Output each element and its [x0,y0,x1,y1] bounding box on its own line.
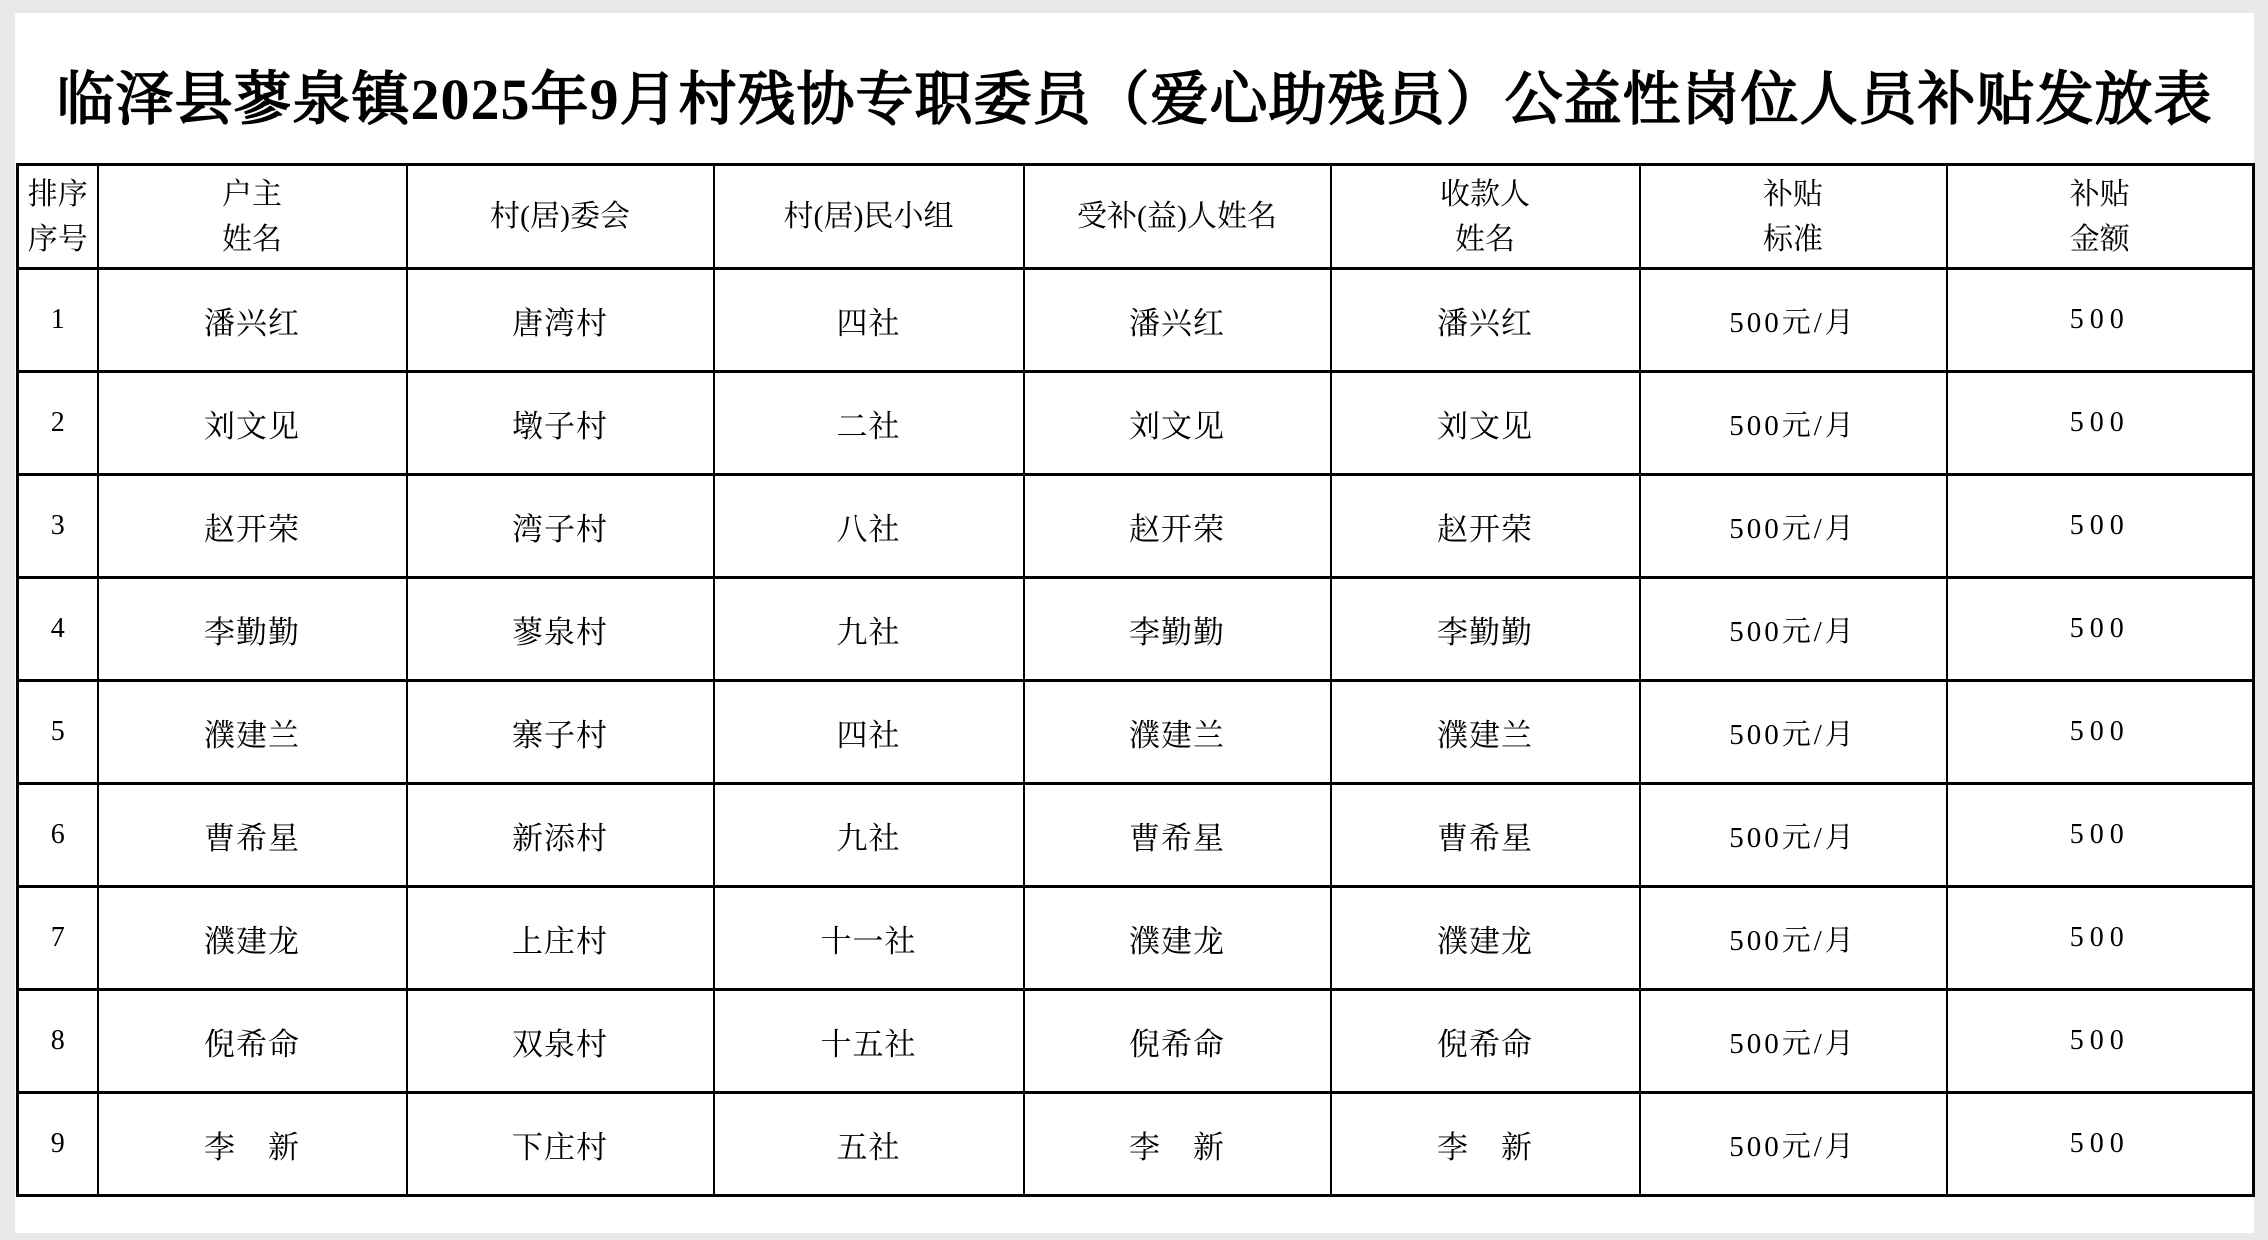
cell-subsidy-standard: 500元/月 [1640,578,1947,681]
cell-villager-group: 九社 [714,784,1024,887]
document-title: 临泽县蓼泉镇2025年9月村残协专职委员（爱心助残员）公益性岗位人员补贴发放表 [56,67,2213,132]
cell-payee-name: 赵开荣 [1331,475,1640,578]
document-sheet [15,13,2254,1233]
cell-village-committee: 蓼泉村 [407,578,714,681]
header-villager-group [714,165,1024,269]
cell-villager-group: 五社 [714,1093,1024,1196]
header-line: 排序 [27,177,88,211]
cell-beneficiary-name: 李 新 [1024,1093,1331,1196]
cell-householder-name: 赵开荣 [98,475,407,578]
header-line: 收款人 [1440,177,1530,211]
header-subsidy-amount [1947,165,2254,269]
cell-householder-name: 曹希星 [98,784,407,887]
cell-subsidy-amount: 500 [1947,1093,2254,1196]
cell-seq-number: 3 [18,475,98,578]
cell-seq-number: 9 [18,1093,98,1196]
cell-villager-group: 四社 [714,681,1024,784]
cell-subsidy-standard: 500元/月 [1640,475,1947,578]
cell-village-committee: 墩子村 [407,372,714,475]
cell-beneficiary-name: 倪希命 [1024,990,1331,1093]
cell-householder-name: 倪希命 [98,990,407,1093]
table-row [18,578,2254,681]
table-row [18,990,2254,1093]
table-row [18,887,2254,990]
cell-seq-number: 4 [18,578,98,681]
cell-village-committee: 下庄村 [407,1093,714,1196]
header-line: 序号 [27,222,88,256]
cell-seq-number: 5 [18,681,98,784]
cell-villager-group: 九社 [714,578,1024,681]
cell-payee-name: 倪希命 [1331,990,1640,1093]
cell-householder-name: 李 新 [98,1093,407,1196]
cell-subsidy-standard: 500元/月 [1640,1093,1947,1196]
cell-seq-number: 8 [18,990,98,1093]
header-seq-number [18,165,98,269]
cell-householder-name: 刘文见 [98,372,407,475]
cell-subsidy-standard: 500元/月 [1640,681,1947,784]
cell-householder-name: 濮建兰 [98,681,407,784]
cell-seq-number: 6 [18,784,98,887]
cell-householder-name: 濮建龙 [98,887,407,990]
cell-subsidy-standard: 500元/月 [1640,269,1947,372]
table-row [18,269,2254,372]
cell-subsidy-amount: 500 [1947,578,2254,681]
cell-seq-number: 7 [18,887,98,990]
cell-subsidy-amount: 500 [1947,681,2254,784]
table-row [18,784,2254,887]
cell-payee-name: 李 新 [1331,1093,1640,1196]
cell-village-committee: 双泉村 [407,990,714,1093]
header-payee-name [1331,165,1640,269]
cell-village-committee: 新添村 [407,784,714,887]
header-line: 村(居)委会 [490,200,630,233]
cell-beneficiary-name: 潘兴红 [1024,269,1331,372]
cell-beneficiary-name: 濮建龙 [1024,887,1331,990]
cell-village-committee: 唐湾村 [407,269,714,372]
cell-subsidy-amount: 500 [1947,475,2254,578]
cell-subsidy-amount: 500 [1947,269,2254,372]
header-line: 村(居)民小组 [783,200,954,233]
subsidy-table [16,163,2255,1197]
cell-payee-name: 李勤勤 [1331,578,1640,681]
table-row [18,1093,2254,1196]
cell-householder-name: 潘兴红 [98,269,407,372]
cell-beneficiary-name: 濮建兰 [1024,681,1331,784]
table-row [18,475,2254,578]
cell-subsidy-standard: 500元/月 [1640,784,1947,887]
header-village-committee [407,165,714,269]
cell-subsidy-standard: 500元/月 [1640,990,1947,1093]
cell-village-committee: 湾子村 [407,475,714,578]
cell-beneficiary-name: 刘文见 [1024,372,1331,475]
cell-villager-group: 二社 [714,372,1024,475]
cell-subsidy-amount: 500 [1947,887,2254,990]
header-line: 金额 [2069,222,2130,256]
cell-subsidy-standard: 500元/月 [1640,372,1947,475]
cell-seq-number: 2 [18,372,98,475]
cell-beneficiary-name: 曹希星 [1024,784,1331,887]
header-line: 姓名 [222,222,282,256]
cell-payee-name: 濮建兰 [1331,681,1640,784]
header-line: 标准 [1763,222,1823,256]
cell-beneficiary-name: 李勤勤 [1024,578,1331,681]
cell-householder-name: 李勤勤 [98,578,407,681]
cell-payee-name: 濮建龙 [1331,887,1640,990]
cell-villager-group: 十五社 [714,990,1024,1093]
header-line: 受补(益)人姓名 [1077,200,1277,233]
cell-payee-name: 刘文见 [1331,372,1640,475]
header-line: 姓名 [1455,222,1515,256]
header-householder-name [98,165,407,269]
cell-villager-group: 四社 [714,269,1024,372]
cell-subsidy-amount: 500 [1947,372,2254,475]
header-beneficiary-name [1024,165,1331,269]
header-line: 补贴 [2069,177,2130,211]
header-line: 户主 [222,177,282,211]
cell-village-committee: 上庄村 [407,887,714,990]
cell-seq-number: 1 [18,269,98,372]
cell-payee-name: 潘兴红 [1331,269,1640,372]
header-subsidy-standard [1640,165,1947,269]
header-line: 补贴 [1763,177,1823,211]
table-row [18,372,2254,475]
cell-villager-group: 八社 [714,475,1024,578]
cell-subsidy-amount: 500 [1947,990,2254,1093]
cell-village-committee: 寨子村 [407,681,714,784]
cell-subsidy-standard: 500元/月 [1640,887,1947,990]
table-header-row [18,165,2254,269]
cell-villager-group: 十一社 [714,887,1024,990]
cell-subsidy-amount: 500 [1947,784,2254,887]
table-row [18,681,2254,784]
cell-payee-name: 曹希星 [1331,784,1640,887]
cell-beneficiary-name: 赵开荣 [1024,475,1331,578]
